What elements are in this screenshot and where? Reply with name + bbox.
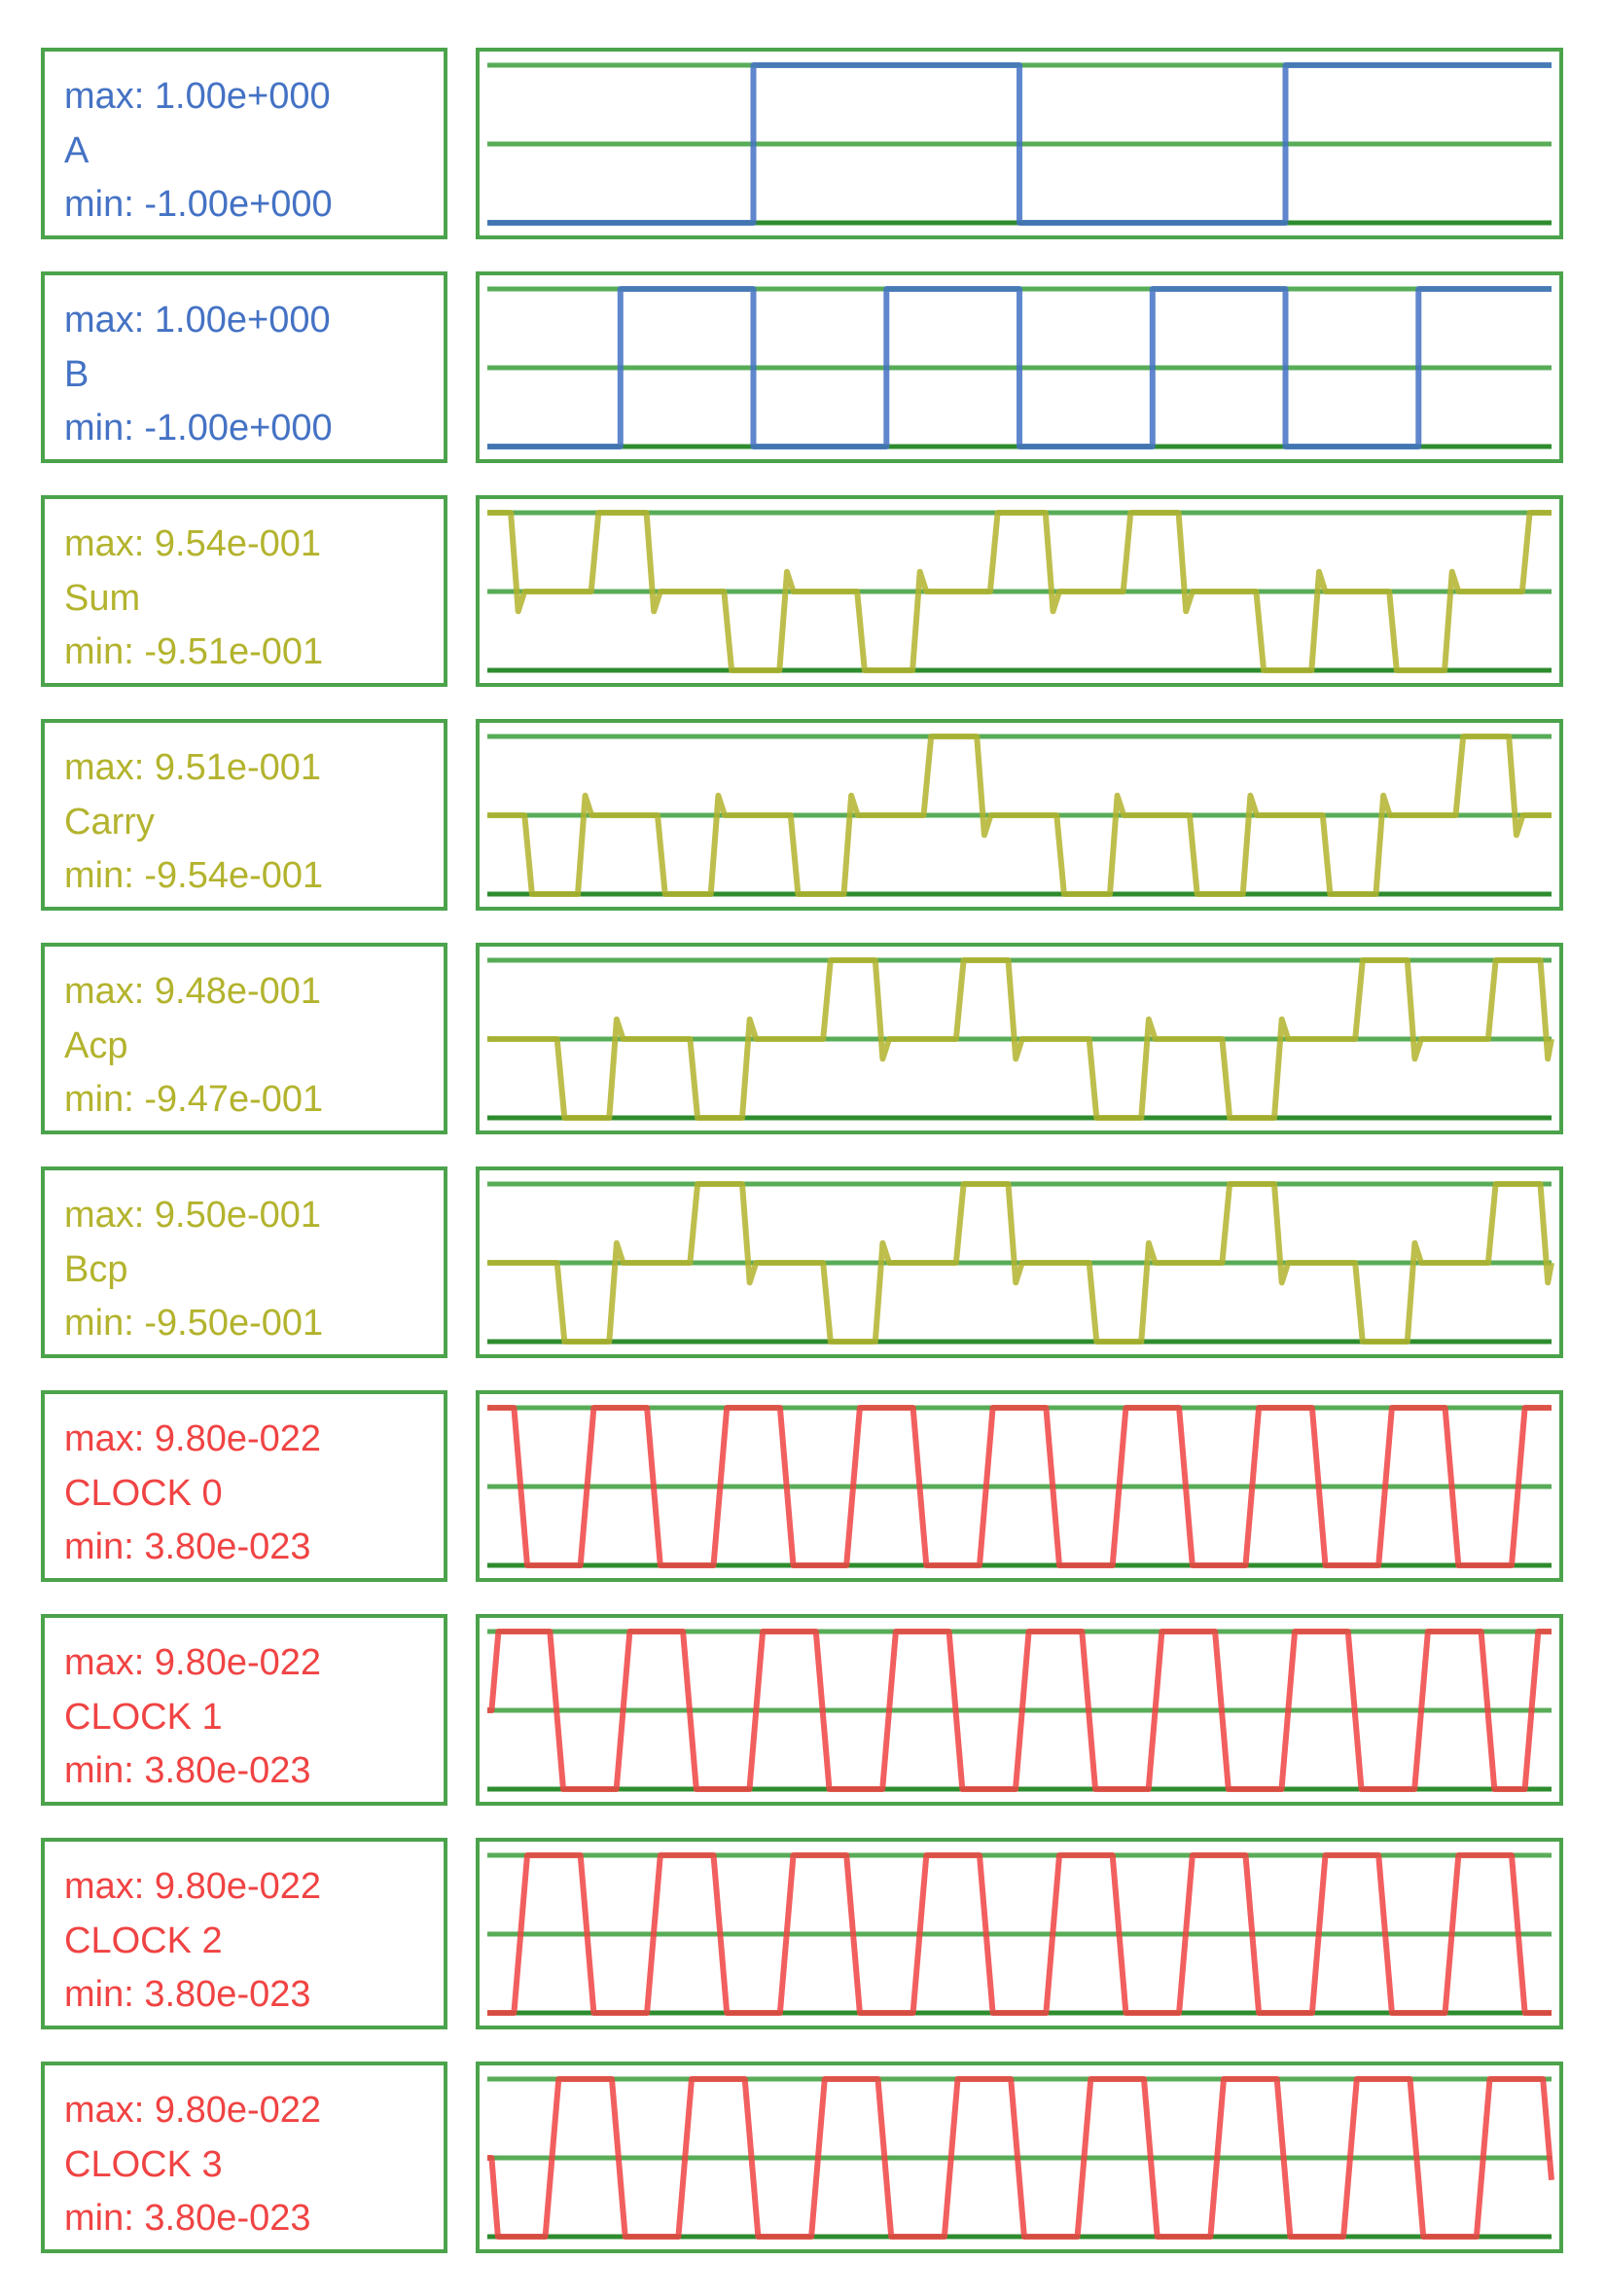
waveform-svg xyxy=(480,499,1559,683)
signal-row-a xyxy=(41,48,1606,239)
signal-label-box-clock0 xyxy=(41,1390,447,1582)
signal-row-clock0 xyxy=(41,1390,1606,1582)
signal-min-label: min: 3.80e-023 xyxy=(64,1750,311,1792)
signal-row-b xyxy=(41,271,1606,463)
waveform-svg xyxy=(480,947,1559,1130)
signal-min-label: min: -9.51e-001 xyxy=(64,631,324,673)
signal-waveform-plot-clock0 xyxy=(476,1390,1563,1582)
signal-min-label: min: -1.00e+000 xyxy=(64,184,333,226)
signal-label-box-clock3 xyxy=(41,2062,447,2253)
signal-min-label: min: -9.47e-001 xyxy=(64,1079,324,1121)
signal-name: CLOCK 0 xyxy=(64,1472,223,1514)
waveform-svg xyxy=(480,1842,1559,2026)
signal-waveform-plot-a xyxy=(476,48,1563,239)
waveform-svg xyxy=(480,1170,1559,1354)
signal-max-label: max: 1.00e+000 xyxy=(64,76,331,117)
signal-waveform-plot-bcp xyxy=(476,1166,1563,1358)
signal-min-label: min: 3.80e-023 xyxy=(64,1526,311,1568)
waveform-svg xyxy=(480,275,1559,459)
signal-min-label: min: -9.54e-001 xyxy=(64,855,324,897)
signal-name: Acp xyxy=(64,1024,128,1066)
signal-row-clock1 xyxy=(41,1614,1606,1806)
signal-max-label: max: 9.80e-022 xyxy=(64,1418,322,1459)
signal-name: A xyxy=(64,129,89,171)
signal-max-label: max: 9.80e-022 xyxy=(64,1642,322,1683)
signal-label-box-carry xyxy=(41,719,447,911)
signal-label-box-a xyxy=(41,48,447,239)
signal-max-label: max: 9.54e-001 xyxy=(64,523,322,564)
signal-waveform-plot-clock3 xyxy=(476,2062,1563,2253)
signal-label-box-sum xyxy=(41,495,447,687)
signal-name: CLOCK 3 xyxy=(64,2143,223,2185)
signal-name: Sum xyxy=(64,577,141,619)
signal-waveform-plot-sum xyxy=(476,495,1563,687)
signal-label-box-bcp xyxy=(41,1166,447,1358)
signal-max-label: max: 9.48e-001 xyxy=(64,971,322,1012)
waveform-svg xyxy=(480,2065,1559,2249)
signal-row-clock2 xyxy=(41,1838,1606,2029)
signal-row-sum xyxy=(41,495,1606,687)
signal-row-bcp xyxy=(41,1166,1606,1358)
signal-label-box-clock1 xyxy=(41,1614,447,1806)
signal-waveform-plot-clock1 xyxy=(476,1614,1563,1806)
signal-waveform-plot-acp xyxy=(476,943,1563,1134)
waveform-svg xyxy=(480,723,1559,907)
signal-waveform-plot-carry xyxy=(476,719,1563,911)
signal-min-label: min: -1.00e+000 xyxy=(64,408,333,449)
waveform-svg xyxy=(480,52,1559,235)
signal-name: B xyxy=(64,353,89,395)
signal-name: Bcp xyxy=(64,1248,128,1290)
signal-waveform-plot-b xyxy=(476,271,1563,463)
signal-name: Carry xyxy=(64,801,155,843)
signal-min-label: min: 3.80e-023 xyxy=(64,2198,311,2240)
waveform-svg xyxy=(480,1618,1559,1802)
signal-label-box-clock2 xyxy=(41,1838,447,2029)
signal-name: CLOCK 2 xyxy=(64,1919,223,1961)
signal-min-label: min: 3.80e-023 xyxy=(64,1974,311,2016)
signal-waveform-plot-clock2 xyxy=(476,1838,1563,2029)
signal-max-label: max: 1.00e+000 xyxy=(64,300,331,341)
signal-max-label: max: 9.80e-022 xyxy=(64,1866,322,1907)
signal-row-carry xyxy=(41,719,1606,911)
signal-max-label: max: 9.51e-001 xyxy=(64,747,322,788)
signal-row-clock3 xyxy=(41,2062,1606,2253)
signal-row-acp xyxy=(41,943,1606,1134)
signal-label-box-b xyxy=(41,271,447,463)
signal-max-label: max: 9.80e-022 xyxy=(64,2090,322,2131)
signal-min-label: min: -9.50e-001 xyxy=(64,1303,324,1345)
waveform-svg xyxy=(480,1394,1559,1578)
signal-name: CLOCK 1 xyxy=(64,1696,223,1738)
signal-label-box-acp xyxy=(41,943,447,1134)
signal-max-label: max: 9.50e-001 xyxy=(64,1195,322,1236)
